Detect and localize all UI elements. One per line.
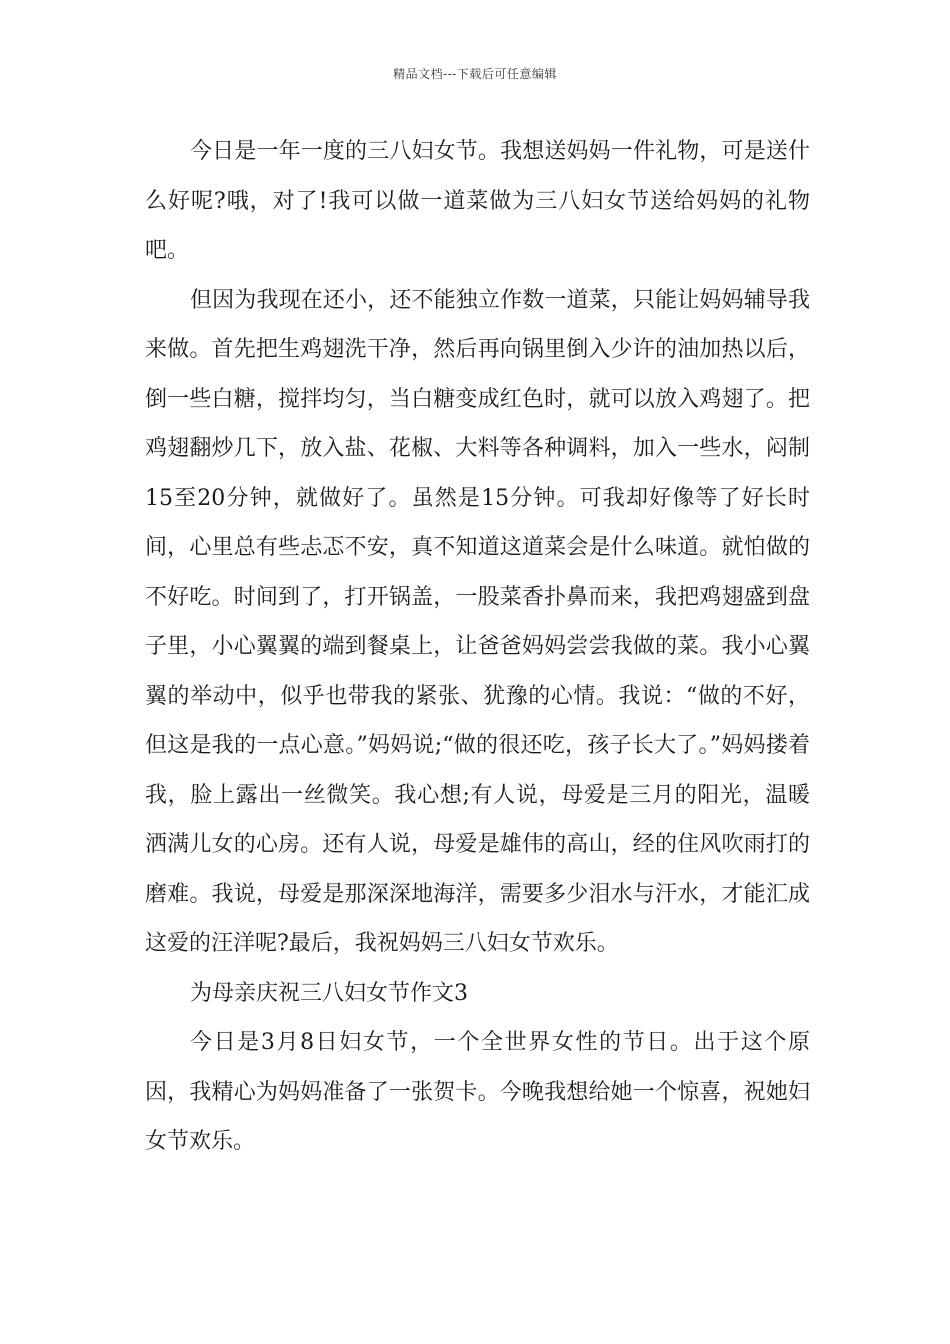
paragraph-2: 但因为我现在还小，还不能独立作数一道菜，只能让妈妈辅导我来做。首先把生鸡翅洗干净，然后再向锅里倒入少许的油加热以后，倒一些白糖，搅拌均匀，当白糖变成红色时，就可以放入鸡翅了。把鸡翅翻炒几下，放入盐、花椒、大料等各种调料，加入一些水，闷制15至20分钟，就做好了。虽然是15分钟。可我却好像等了好长时间，心里总有些忐忑不安，真不知道这道菜会是什么味道。就怕做的不好吃。时间到了，打开锅盖，一股菜香扑鼻而来，我把鸡翅盛到盘子里，小心翼翼的端到餐桌上，让爸爸妈妈尝尝我做的菜。我小心翼翼的举动中，似乎也带我的紧张、犹豫的心情。我说：“做的不好，但这是我的一点心意。”妈妈说;“做的很还吃，孩子长大了。”妈妈搂着我，脸上露出一丝微笑。我心想;有人说，母爱是三月的阳光，温暖洒满儿女的心房。还有人说，母爱是雄伟的高山，经的住风吹雨打的磨难。我说，母爱是那深深地海洋，需要多少泪水与汗水，才能汇成这爱的汪洋呢?最后，我祝妈妈三八妇女节欢乐。 [145,287,810,956]
page-header: 精品文档---下载后可任意编辑 [393,67,557,81]
document-body [145,127,810,1167]
paragraph-3: 今日是3月8日妇女节，一个全世界女性的节日。出于这个原因，我精心为妈妈准备了一张贺卡。今晚我想给她一个惊喜，祝她妇女节欢乐。 [145,1030,810,1154]
section-heading: 为母亲庆祝三八妇女节作文3 [190,980,468,1006]
paragraph-1: 今日是一年一度的三八妇女节。我想送妈妈一件礼物，可是送什么好呢?哦，对了!我可以做一道菜做为三八妇女节送给妈妈的礼物吧。 [145,139,810,263]
